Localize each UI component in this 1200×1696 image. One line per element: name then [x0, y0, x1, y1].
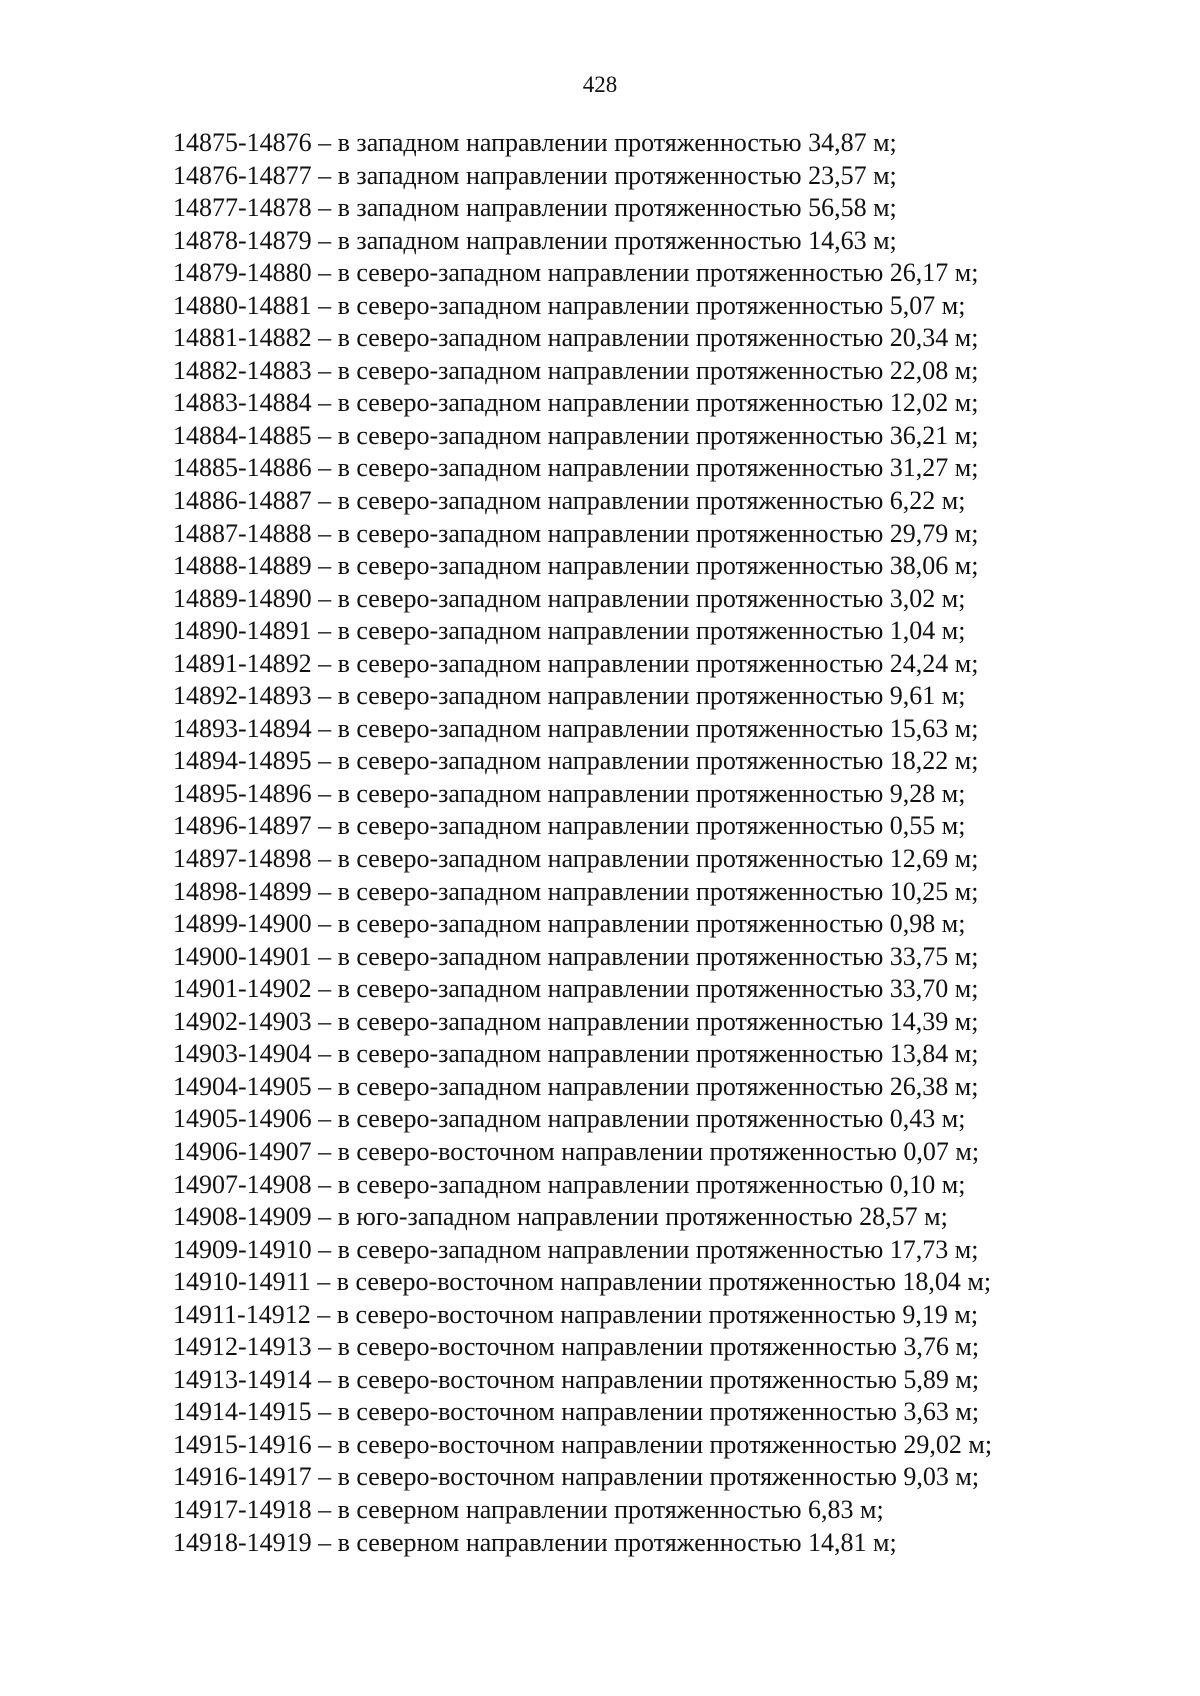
boundary-segment-line: 14903-14904 – в северо-западном направлении протяженностью 13,84 м;	[173, 1039, 979, 1069]
boundary-segment-line: 14908-14909 – в юго-западном направлении протяженностью 28,57 м;	[173, 1202, 948, 1232]
boundary-segment-line: 14897-14898 – в северо-западном направлении протяженностью 12,69 м;	[173, 844, 979, 874]
boundary-segment-line: 14902-14903 – в северо-западном направлении протяженностью 14,39 м;	[173, 1006, 979, 1036]
boundary-segment-line: 14888-14889 – в северо-западном направлении протяженностью 38,06 м;	[173, 551, 979, 581]
boundary-segment-line: 14885-14886 – в северо-западном направлении протяженностью 31,27 м;	[173, 453, 979, 483]
page-number: 428	[582, 72, 618, 97]
boundary-segment-line: 14912-14913 – в северо-восточном направлении протяженностью 3,76 м;	[173, 1332, 980, 1362]
boundary-segment-list	[173, 127, 992, 1559]
boundary-segment-line: 14892-14893 – в северо-западном направлении протяженностью 9,61 м;	[173, 681, 966, 711]
boundary-segment-line: 14887-14888 – в северо-западном направлении протяженностью 29,79 м;	[173, 518, 979, 548]
boundary-segment-line: 14918-14919 – в северном направлении протяженностью 14,81 м;	[173, 1527, 897, 1557]
boundary-segment-line: 14879-14880 – в северо-западном направлении протяженностью 26,17 м;	[173, 258, 979, 288]
boundary-segment-line: 14881-14882 – в северо-западном направлении протяженностью 20,34 м;	[173, 323, 979, 353]
boundary-segment-line: 14898-14899 – в северо-западном направлении протяженностью 10,25 м;	[173, 876, 979, 906]
boundary-segment-line: 14886-14887 – в северо-западном направлении протяженностью 6,22 м;	[173, 486, 966, 516]
boundary-segment-line: 14880-14881 – в северо-западном направлении протяженностью 5,07 м;	[173, 290, 966, 320]
boundary-segment-line: 14907-14908 – в северо-западном направлении протяженностью 0,10 м;	[173, 1169, 966, 1199]
boundary-segment-line: 14905-14906 – в северо-западном направлении протяженностью 0,43 м;	[173, 1104, 966, 1134]
boundary-segment-line: 14883-14884 – в северо-западном направлении протяженностью 12,02 м;	[173, 388, 979, 418]
boundary-segment-line: 14893-14894 – в северо-западном направлении протяженностью 15,63 м;	[173, 713, 979, 743]
boundary-segment-line: 14877-14878 – в западном направлении протяженностью 56,58 м;	[173, 193, 897, 223]
boundary-segment-line: 14899-14900 – в северо-западном направлении протяженностью 0,98 м;	[173, 909, 966, 939]
boundary-segment-line: 14916-14917 – в северо-восточном направлении протяженностью 9,03 м;	[173, 1462, 980, 1492]
boundary-segment-line: 14891-14892 – в северо-западном направлении протяженностью 24,24 м;	[173, 648, 979, 678]
boundary-segment-line: 14913-14914 – в северо-восточном направлении протяженностью 5,89 м;	[173, 1364, 980, 1394]
boundary-segment-line: 14895-14896 – в северо-западном направлении протяженностью 9,28 м;	[173, 778, 966, 808]
boundary-segment-line: 14890-14891 – в северо-западном направлении протяженностью 1,04 м;	[173, 616, 966, 646]
boundary-segment-line: 14901-14902 – в северо-западном направлении протяженностью 33,70 м;	[173, 974, 979, 1004]
boundary-segment-line: 14882-14883 – в северо-западном направлении протяженностью 22,08 м;	[173, 355, 979, 385]
boundary-segment-line: 14914-14915 – в северо-восточном направлении протяженностью 3,63 м;	[173, 1397, 980, 1427]
boundary-segment-line: 14889-14890 – в северо-западном направлении протяженностью 3,02 м;	[173, 583, 966, 613]
boundary-segment-line: 14896-14897 – в северо-западном направлении протяженностью 0,55 м;	[173, 811, 966, 841]
boundary-segment-line: 14911-14912 – в северо-восточном направлении протяженностью 9,19 м;	[173, 1299, 979, 1329]
boundary-segment-line: 14910-14911 – в северо-восточном направлении протяженностью 18,04 м;	[173, 1267, 992, 1297]
boundary-segment-line: 14906-14907 – в северо-восточном направлении протяженностью 0,07 м;	[173, 1136, 980, 1166]
boundary-segment-line: 14915-14916 – в северо-восточном направлении протяженностью 29,02 м;	[173, 1429, 993, 1459]
boundary-segment-line: 14884-14885 – в северо-западном направлении протяженностью 36,21 м;	[173, 420, 979, 450]
boundary-segment-line: 14875-14876 – в западном направлении протяженностью 34,87 м;	[173, 128, 897, 157]
boundary-segment-line: 14876-14877 – в западном направлении протяженностью 23,57 м;	[173, 160, 897, 190]
boundary-segment-line: 14917-14918 – в северном направлении протяженностью 6,83 м;	[173, 1494, 884, 1524]
boundary-segment-line: 14904-14905 – в северо-западном направлении протяженностью 26,38 м;	[173, 1071, 979, 1101]
boundary-segment-line: 14909-14910 – в северо-западном направлении протяженностью 17,73 м;	[173, 1234, 979, 1264]
boundary-segment-line: 14878-14879 – в западном направлении протяженностью 14,63 м;	[173, 225, 897, 255]
boundary-segment-line: 14900-14901 – в северо-западном направлении протяженностью 33,75 м;	[173, 941, 979, 971]
boundary-segment-line: 14894-14895 – в северо-западном направлении протяженностью 18,22 м;	[173, 746, 979, 776]
